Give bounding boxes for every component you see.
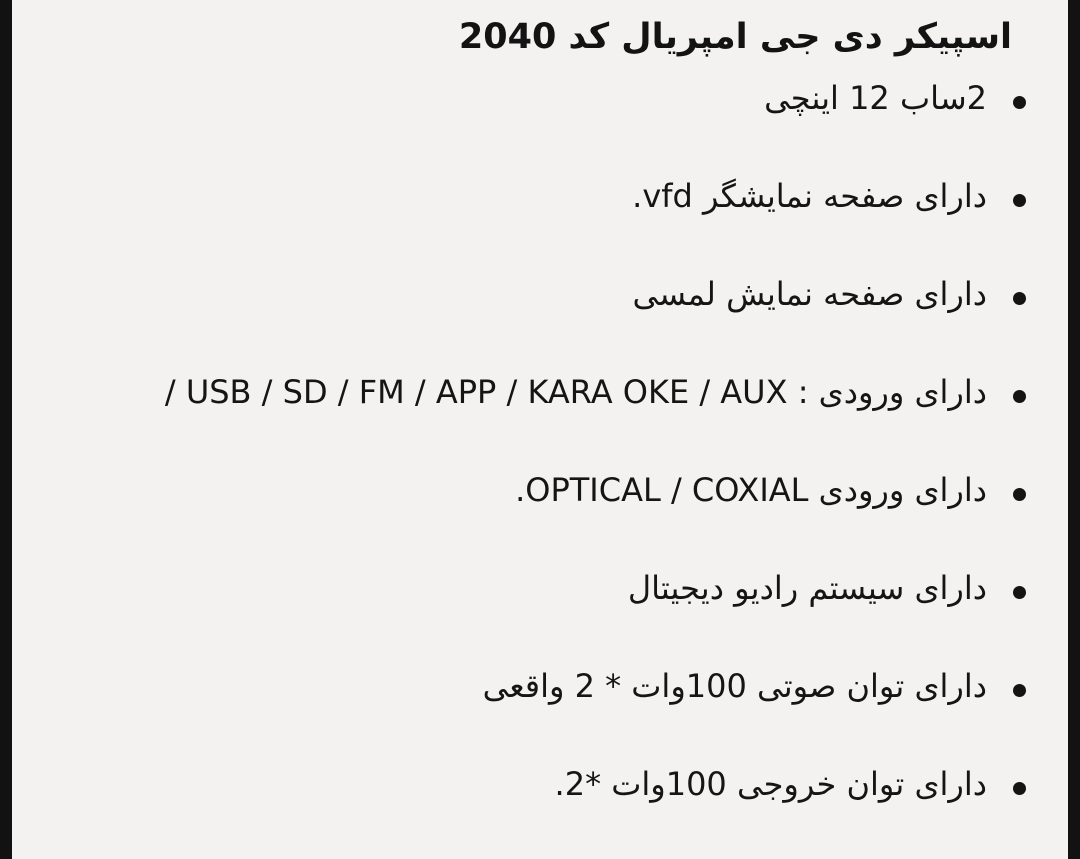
list-item-label: دارای توان خروجی 100وات *2. — [554, 764, 987, 803]
list-item — [46, 658, 1034, 756]
page-title: اسپیکر دی جی امپریال کد 2040 — [458, 17, 1012, 57]
list-item — [46, 756, 1034, 854]
list-item-label: دارای ورودی : USB / SD / FM / APP / KARA OKE / AUX / — [164, 372, 987, 411]
list-item-label: 2ساب 12 اینچی — [764, 78, 987, 117]
right-edge-strip — [1068, 0, 1080, 859]
bullet-dot-icon — [1013, 390, 1026, 403]
bullet-dot-icon — [1013, 782, 1026, 795]
document-content — [12, 0, 1068, 859]
list-item-label: دارای سیستم رادیو دیجیتال — [627, 568, 987, 607]
list-item-label: دارای ورودی OPTICAL / COXIAL. — [515, 470, 987, 509]
list-item-label: دارای توان صوتی 100وات * 2 واقعی — [482, 666, 987, 705]
list-item — [46, 70, 1034, 168]
specification-list — [46, 70, 1034, 854]
bullet-dot-icon — [1013, 586, 1026, 599]
list-item — [46, 168, 1034, 266]
left-edge-strip — [0, 0, 12, 859]
list-item — [46, 364, 1034, 462]
list-item — [46, 462, 1034, 560]
bullet-dot-icon — [1013, 194, 1026, 207]
list-item-label: دارای صفحه نمایشگر vfd. — [632, 176, 987, 215]
bullet-dot-icon — [1013, 488, 1026, 501]
list-item — [46, 560, 1034, 658]
list-item-label: دارای صفحه نمایش لمسی — [632, 274, 987, 313]
bullet-dot-icon — [1013, 684, 1026, 697]
list-item — [46, 266, 1034, 364]
bullet-dot-icon — [1013, 292, 1026, 305]
bullet-dot-icon — [1013, 96, 1026, 109]
